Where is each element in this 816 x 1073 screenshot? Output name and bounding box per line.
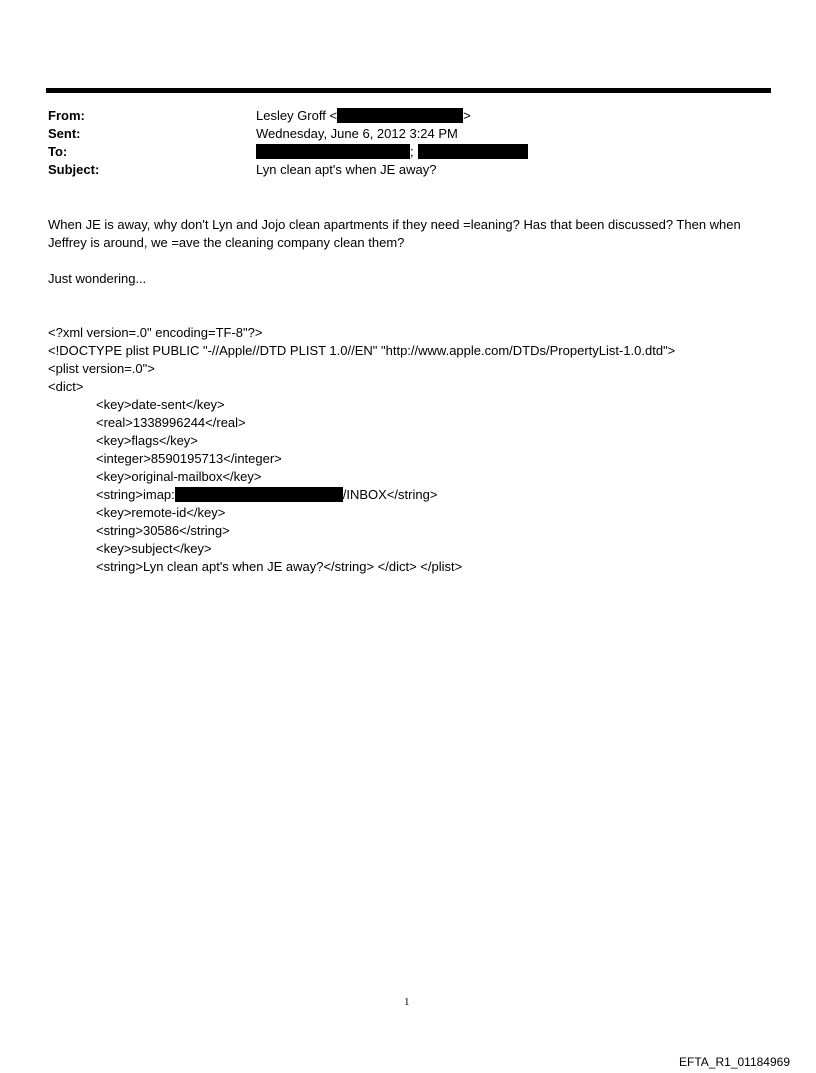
redaction-block — [337, 108, 463, 123]
xml-dict-open: <dict> — [48, 379, 84, 394]
to-label: To: — [48, 144, 68, 159]
xml-value-line: <string>30586</string> — [96, 523, 230, 538]
xml-value-line: <string>Lyn clean apt's when JE away?</string> </dict> </plist> — [96, 559, 463, 574]
from-value — [256, 107, 471, 125]
xml-declaration: <?xml version=.0" encoding=TF-8"?> — [48, 325, 263, 340]
xml-value-line — [96, 486, 437, 504]
redaction-block — [256, 144, 410, 159]
xml-key-line: <key>original-mailbox</key> — [96, 469, 262, 484]
page-number: 1 — [404, 996, 410, 1008]
sent-label: Sent: — [48, 126, 81, 141]
from-close: > — [463, 108, 471, 123]
redaction-block — [175, 487, 343, 502]
imap-suffix: /INBOX</string> — [342, 487, 438, 502]
body-line: Just wondering... — [48, 271, 147, 286]
subject-value: Lyn clean apt's when JE away? — [256, 162, 437, 177]
header-rule — [46, 88, 771, 93]
xml-plist-open: <plist version=.0"> — [48, 361, 155, 376]
document-id: EFTA_R1_01184969 — [679, 1055, 790, 1069]
xml-key-line: <key>subject</key> — [96, 541, 212, 556]
sent-value: Wednesday, June 6, 2012 3:24 PM — [256, 126, 458, 141]
body-line: When JE is away, why don't Lyn and Jojo clean apartments if they need =leaning? Has that been discussed? Then when — [48, 217, 741, 232]
to-separator: ; — [410, 144, 414, 159]
from-label: From: — [48, 108, 85, 123]
from-name: Lesley Groff < — [256, 108, 338, 123]
xml-doctype: <!DOCTYPE plist PUBLIC "-//Apple//DTD PLIST 1.0//EN" "http://www.apple.com/DTDs/PropertyList-1.0.dtd"> — [48, 343, 676, 358]
subject-label: Subject: — [48, 162, 100, 177]
xml-key-line: <key>date-sent</key> — [96, 397, 225, 412]
body-line: Jeffrey is around, we =ave the cleaning company clean them? — [48, 235, 405, 250]
xml-key-line: <key>flags</key> — [96, 433, 198, 448]
xml-value-line: <real>1338996244</real> — [96, 415, 246, 430]
to-value — [256, 143, 528, 161]
xml-value-line: <integer>8590195713</integer> — [96, 451, 282, 466]
xml-key-line: <key>remote-id</key> — [96, 505, 226, 520]
redaction-block — [418, 144, 528, 159]
imap-prefix: <string>imap: — [96, 487, 175, 502]
